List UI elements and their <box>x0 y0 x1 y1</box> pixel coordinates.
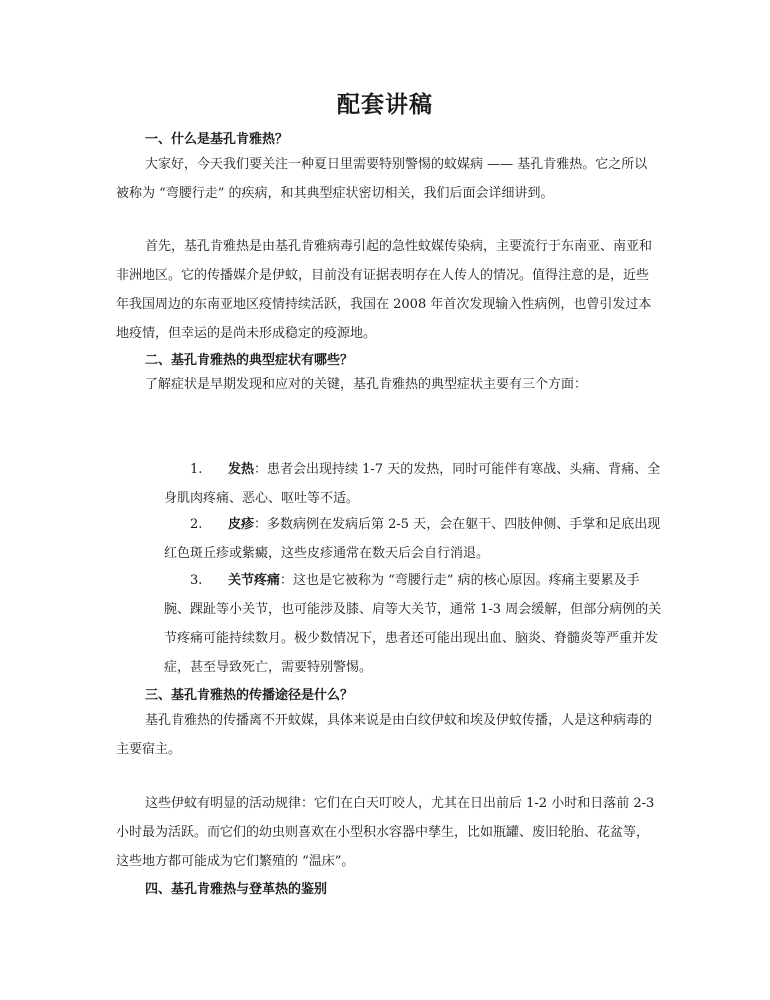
paragraph-overview: 首先，基孔肯雅热是由基孔肯雅病毒引起的急性蚊媒传染病，主要流行于东南亚、南亚和非洲地区。它的传播媒介是伊蚊，目前没有证据表明存在人传人的情况。值得注意的是，近些年我国周边的东南亚地区疫情持续活跃，我国在 2008 年首次发现输入性病例，也曾引发过本地疫情，但幸运的是尚未形成稳定的疫源地。 <box>116 239 653 341</box>
symptom-text: ：患者会出现持续 1-7 天的发热，同时可能伴有寒战、头痛、背痛、全身肌肉疼痛、恶心、呕吐等不适。 <box>164 462 661 506</box>
symptom-label: 关节疼痛 <box>228 573 281 588</box>
symptom-text: ：这也是它被称为 “弯腰行走” 病的核心原因。疼痛主要累及手腕、踝趾等小关节，也可能涉及膝、肩等大关节，通常 1-3 周会缓解，但部分病例的关节疼痛可能持续数月。极少数情况下，患者还可能出现出血、脑炎、脊髓炎等严重并发症，甚至导致死亡，需要特别警惕。 <box>164 573 662 675</box>
symptom-item-fever <box>164 455 664 513</box>
section-heading-3: 三、基孔肯雅热的传播途径是什么？ <box>145 688 354 703</box>
symptom-item-rash <box>164 510 664 568</box>
paragraph-symptoms-intro: 了解症状是早期发现和应对的关键，基孔肯雅热的典型症状主要有三个方面： <box>145 377 588 392</box>
document-title: 配套讲稿 <box>337 91 433 118</box>
list-number: 1. <box>190 462 203 477</box>
list-number: 2. <box>190 517 203 532</box>
symptom-label: 皮疹 <box>228 517 255 532</box>
section-heading-2: 二、基孔肯雅热的典型症状有哪些？ <box>145 353 354 368</box>
section-heading-1: 一、什么是基孔肯雅热？ <box>145 132 289 147</box>
symptom-text: ：多数病例在发病后第 2-5 天，会在躯干、四肢伸侧、手掌和足底出现红色斑丘疹或紫癜，这些皮疹通常在数天后会自行消退。 <box>164 517 661 561</box>
symptom-label: 发热 <box>228 462 255 477</box>
paragraph-intro: 大家好，今天我们要关注一种夏日里需要特别警惕的蚊媒病 —— 基孔肯雅热。它之所以被称为 “弯腰行走” 的疾病，和其典型症状密切相关，我们后面会详细讲到。 <box>116 157 648 201</box>
paragraph-mosquito-habits: 这些伊蚊有明显的活动规律：它们在白天叮咬人，尤其在日出前后 1-2 小时和日落前 2-3 小时最为活跃。而它们的幼虫则喜欢在小型积水容器中孳生，比如瓶罐、废旧轮胎、花盆等，这些地方都可能成为它们繁殖的 “温床”。 <box>116 796 655 869</box>
symptom-item-joint-pain <box>164 566 664 682</box>
paragraph-transmission: 基孔肯雅热的传播离不开蚊媒，具体来说是由白纹伊蚊和埃及伊蚊传播，人是这种病毒的主要宿主。 <box>116 713 653 757</box>
section-heading-4: 四、基孔肯雅热与登革热的鉴别 <box>145 882 328 897</box>
list-number: 3. <box>190 573 203 588</box>
